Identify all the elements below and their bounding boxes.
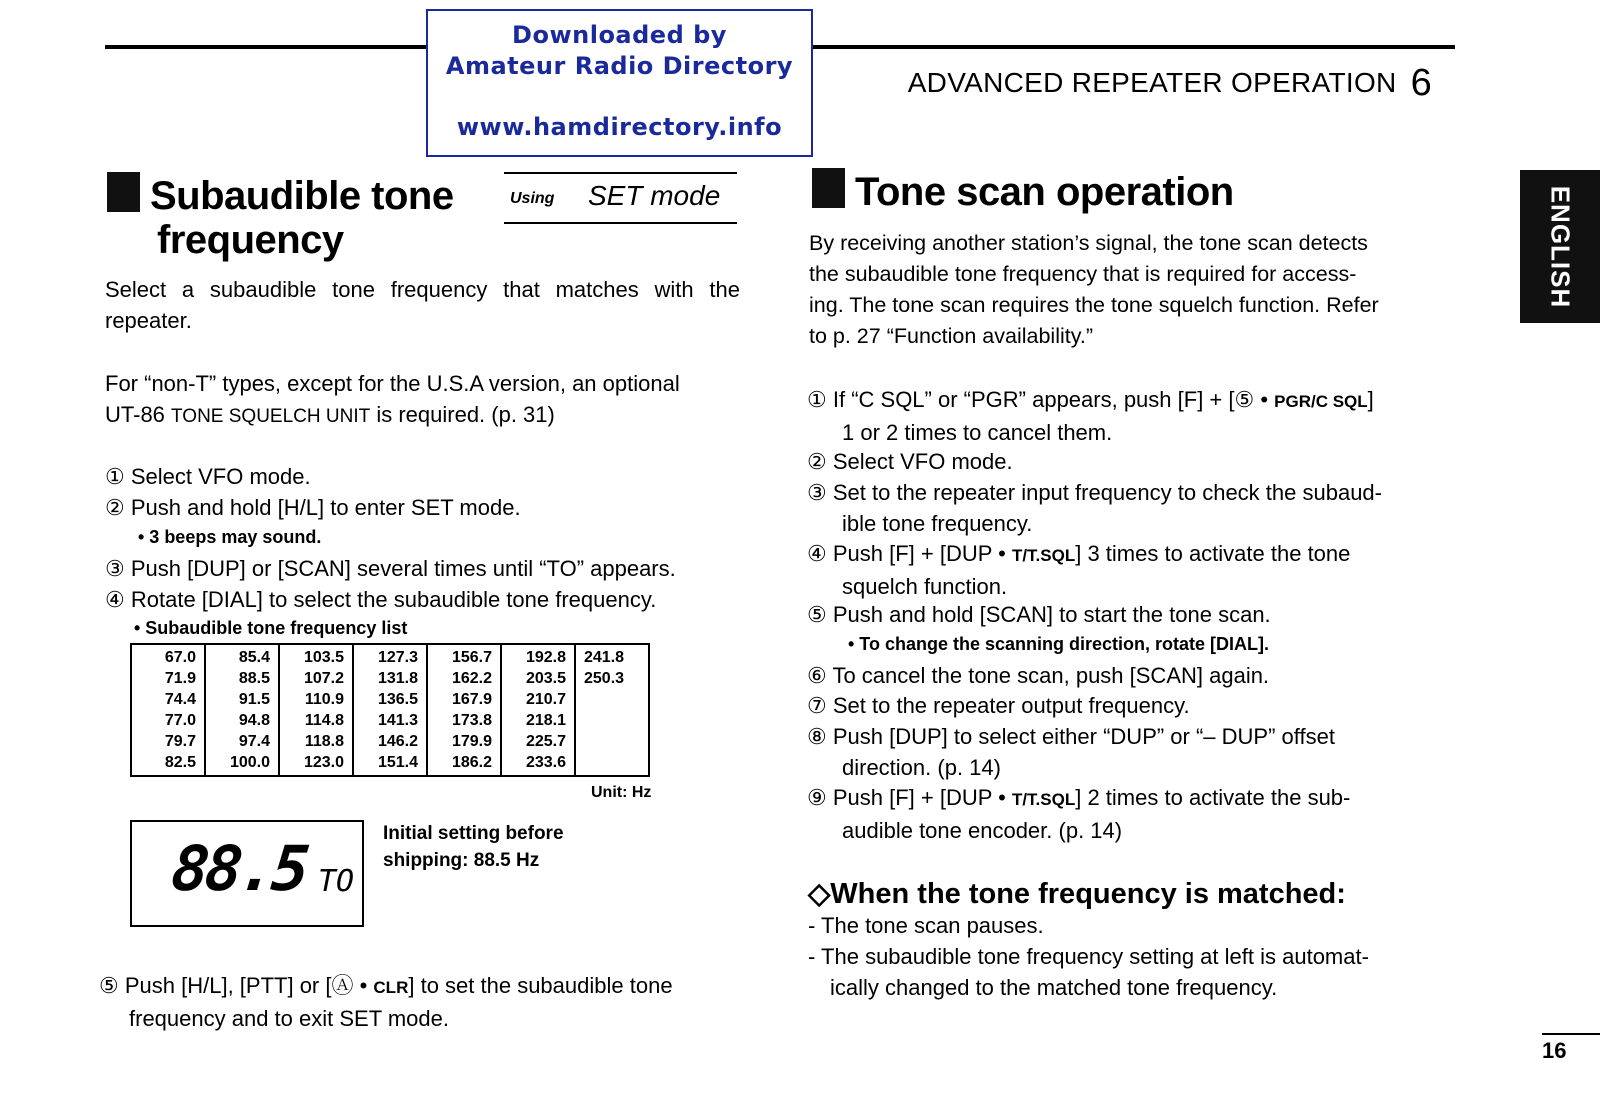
- watermark-line2: Amateur Radio Directory: [445, 52, 794, 80]
- step-text: Push [DUP] or [SCAN] several times until “TO” appears.: [130, 556, 676, 581]
- intro-line: the subaudible tone frequency that is required for access-: [809, 262, 1357, 286]
- tone-value: 241.8: [584, 649, 625, 666]
- right-step-4: [807, 538, 1350, 602]
- tone-value: 131.8: [377, 670, 418, 687]
- initial-setting: [383, 820, 564, 874]
- step-text: Rotate [DIAL] to select the subaudible tone frequency.: [130, 587, 657, 612]
- set-mode-badge: [504, 172, 737, 224]
- left-section-title: [107, 172, 454, 219]
- tone-column: [131, 644, 205, 776]
- watermark-line1: Downloaded by: [512, 21, 727, 49]
- right-step-9: [807, 782, 1350, 846]
- step-text: Push and hold [H/L] to enter SET mode.: [130, 495, 521, 520]
- note-tail: is required. (p. 31): [370, 402, 555, 427]
- tone-table: [130, 643, 650, 777]
- step-number: ①: [105, 464, 125, 489]
- tone-value: 85.4: [238, 649, 270, 666]
- tone-value: 91.5: [238, 691, 270, 708]
- step-number: ②: [807, 449, 827, 474]
- page-header: [908, 62, 1432, 105]
- tone-value: 110.9: [304, 691, 344, 708]
- step-text-line2: frequency and to exit SET mode.: [129, 1006, 449, 1031]
- tone-column: [279, 644, 353, 776]
- tone-value: 79.7: [164, 733, 196, 750]
- right-section-title: [812, 168, 1234, 215]
- tone-value: 100.0: [229, 754, 270, 771]
- tone-value: 123.0: [303, 754, 344, 771]
- unit-label: Unit: Hz: [591, 784, 652, 801]
- matched-item-text-line2: ically changed to the matched tone frequency.: [830, 975, 1278, 1000]
- matched-item-text: - The subaudible tone frequency setting at left is automat-: [808, 944, 1369, 969]
- left-title-line1: Subaudible tone: [150, 174, 454, 218]
- tone-value: 67.0: [164, 649, 196, 666]
- note-line2: [105, 399, 680, 432]
- language-tab: [1520, 170, 1600, 323]
- tone-column: [427, 644, 501, 776]
- step-number: ⑨: [807, 785, 827, 810]
- left-step-3: [105, 553, 676, 584]
- step-number: ⑤: [99, 973, 119, 998]
- tone-value: 156.7: [451, 649, 492, 666]
- scan-direction-note: • To change the scanning direction, rotate [DIAL].: [848, 634, 1269, 654]
- left-note: [105, 368, 680, 432]
- step-text: Push [H/L], [PTT] or [Ⓐ •: [124, 973, 374, 998]
- step-text-line2: audible tone encoder. (p. 14): [842, 818, 1123, 843]
- step-text: If “C SQL” or “PGR” appears, push [F] + [⑤ •: [832, 387, 1275, 412]
- initial-line1: Initial setting before: [383, 823, 564, 844]
- tone-column: [501, 644, 575, 776]
- lcd-to-indicator: TO: [318, 864, 355, 899]
- left-title-line2: frequency: [157, 218, 344, 262]
- matched-item-2: [808, 941, 1369, 1003]
- tone-value: 77.0: [164, 712, 196, 729]
- step-number: ④: [105, 587, 125, 612]
- step-text: Select VFO mode.: [832, 449, 1013, 474]
- step-text: Push [F] + [DUP •: [832, 541, 1012, 566]
- step-number: ③: [105, 556, 125, 581]
- tsql-key-label: T/T.SQL: [1011, 546, 1076, 565]
- tone-value: 136.5: [377, 691, 418, 708]
- page-number: 16: [1542, 1038, 1567, 1063]
- tone-value: 179.9: [451, 733, 492, 750]
- tone-value: 218.1: [525, 712, 566, 729]
- step-number: ⑦: [807, 693, 827, 718]
- tsql-key-label: T/T.SQL: [1011, 790, 1076, 809]
- step-number: ⑤: [807, 602, 827, 627]
- step-text: Set to the repeater output frequency.: [832, 693, 1190, 718]
- pgr-key-label: PGR/C SQL: [1274, 392, 1368, 411]
- download-watermark: [426, 9, 813, 157]
- note-model: UT-86: [105, 402, 172, 427]
- step-text: Push [DUP] to select either “DUP” or “– DUP” offset: [832, 724, 1335, 749]
- tone-list-caption: • Subaudible tone frequency list: [134, 618, 408, 638]
- tone-value: 82.5: [164, 754, 196, 771]
- step-text: To cancel the tone scan, push [SCAN] again.: [832, 663, 1270, 688]
- step-number: ①: [807, 387, 827, 412]
- right-step-6: [807, 660, 1269, 691]
- tone-value: 118.8: [304, 733, 344, 750]
- intro-line: By receiving another station’s signal, the tone scan detects: [809, 231, 1368, 255]
- left-step-5: [99, 970, 673, 1034]
- tone-value: 210.7: [525, 691, 566, 708]
- badge-mode: SET mode: [588, 180, 721, 211]
- tone-value: 192.8: [525, 649, 566, 666]
- left-intro: Select a subaudible tone frequency that matches with the repeater.: [105, 277, 740, 333]
- step-text-line2: squelch function.: [842, 574, 1008, 599]
- section-square-icon: [812, 168, 845, 208]
- left-step-2: [105, 492, 521, 523]
- beeps-note: • 3 beeps may sound.: [138, 527, 322, 547]
- tone-column: [205, 644, 279, 776]
- step-text: Push [F] + [DUP •: [832, 785, 1012, 810]
- tone-column: [575, 644, 649, 776]
- step-text-tail: ] to set the subaudible tone: [408, 973, 673, 998]
- tone-value: 173.8: [451, 712, 492, 729]
- tone-value: 141.3: [377, 712, 418, 729]
- lcd-digits: 88.5: [168, 832, 310, 905]
- section-title: ADVANCED REPEATER OPERATION: [907, 67, 1397, 98]
- tone-value: 167.9: [451, 691, 492, 708]
- badge-using: Using: [510, 190, 555, 207]
- step-number: ②: [105, 495, 125, 520]
- tone-value: 162.2: [451, 670, 492, 687]
- tone-value: 186.2: [451, 754, 492, 771]
- initial-line2: shipping: 88.5 Hz: [383, 850, 540, 871]
- footer-rule: [1542, 1033, 1600, 1035]
- step-number: ④: [807, 541, 827, 566]
- right-step-7: [807, 690, 1190, 721]
- tone-value: 151.4: [377, 754, 418, 771]
- right-title-text: Tone scan operation: [855, 170, 1234, 214]
- right-step-8: [807, 721, 1335, 783]
- tone-value: 107.2: [303, 670, 344, 687]
- tone-value: 203.5: [525, 670, 566, 687]
- note-line1: For “non-T” types, except for the U.S.A version, an optional: [105, 371, 680, 396]
- left-step-1: [105, 461, 311, 492]
- tone-column: [353, 644, 427, 776]
- tone-value: 94.8: [238, 712, 270, 729]
- step-text: Set to the repeater input frequency to check the subaud-: [832, 480, 1382, 505]
- section-square-icon: [107, 172, 140, 212]
- right-step-5: [807, 599, 1271, 630]
- lcd-display: [130, 820, 364, 927]
- tone-value: 74.4: [164, 691, 196, 708]
- tone-value: 225.7: [525, 733, 566, 750]
- step-text-line2: 1 or 2 times to cancel them.: [842, 420, 1113, 445]
- watermark-url[interactable]: www.hamdirectory.info: [456, 113, 783, 141]
- tone-frequency-table: [130, 643, 650, 777]
- clr-key-label: CLR: [373, 978, 409, 997]
- chapter-number: 6: [1410, 62, 1432, 104]
- step-text-line2: direction. (p. 14): [842, 755, 1001, 780]
- step-text-tail: ] 2 times to activate the sub-: [1075, 785, 1351, 810]
- right-step-2: [807, 446, 1013, 477]
- language-tab-label: ENGLISH: [1545, 185, 1576, 308]
- step-number: ⑧: [807, 724, 827, 749]
- right-step-1: [807, 384, 1374, 448]
- tone-value: 233.6: [525, 754, 566, 771]
- tone-value: 103.5: [303, 649, 344, 666]
- tone-value: 97.4: [238, 733, 270, 750]
- left-step-4: [105, 584, 656, 615]
- matched-subheading: ◇When the tone frequency is matched:: [808, 878, 1346, 910]
- step-text: Push and hold [SCAN] to start the tone scan.: [832, 602, 1271, 627]
- step-text-tail: ] 3 times to activate the tone: [1075, 541, 1351, 566]
- tone-value: 127.3: [377, 649, 418, 666]
- tone-value: 71.9: [164, 670, 196, 687]
- intro-line: ing. The tone scan requires the tone squelch function. Refer: [809, 293, 1379, 317]
- step-text: Select VFO mode.: [130, 464, 311, 489]
- tone-value: 88.5: [238, 670, 270, 687]
- matched-item-1: - The tone scan pauses.: [808, 913, 1044, 938]
- step-text-tail: ]: [1367, 387, 1374, 412]
- step-text-line2: ible tone frequency.: [842, 511, 1033, 536]
- step-number: ③: [807, 480, 827, 505]
- right-step-3: [807, 477, 1382, 539]
- tone-value: 250.3: [584, 670, 625, 687]
- step-number: ⑥: [807, 663, 827, 688]
- tone-value: 146.2: [377, 733, 418, 750]
- tone-value: 114.8: [304, 712, 344, 729]
- right-intro: [809, 228, 1454, 352]
- intro-line: to p. 27 “Function availability.”: [809, 324, 1094, 348]
- note-option-name: TONE SQUELCH UNIT: [171, 406, 371, 427]
